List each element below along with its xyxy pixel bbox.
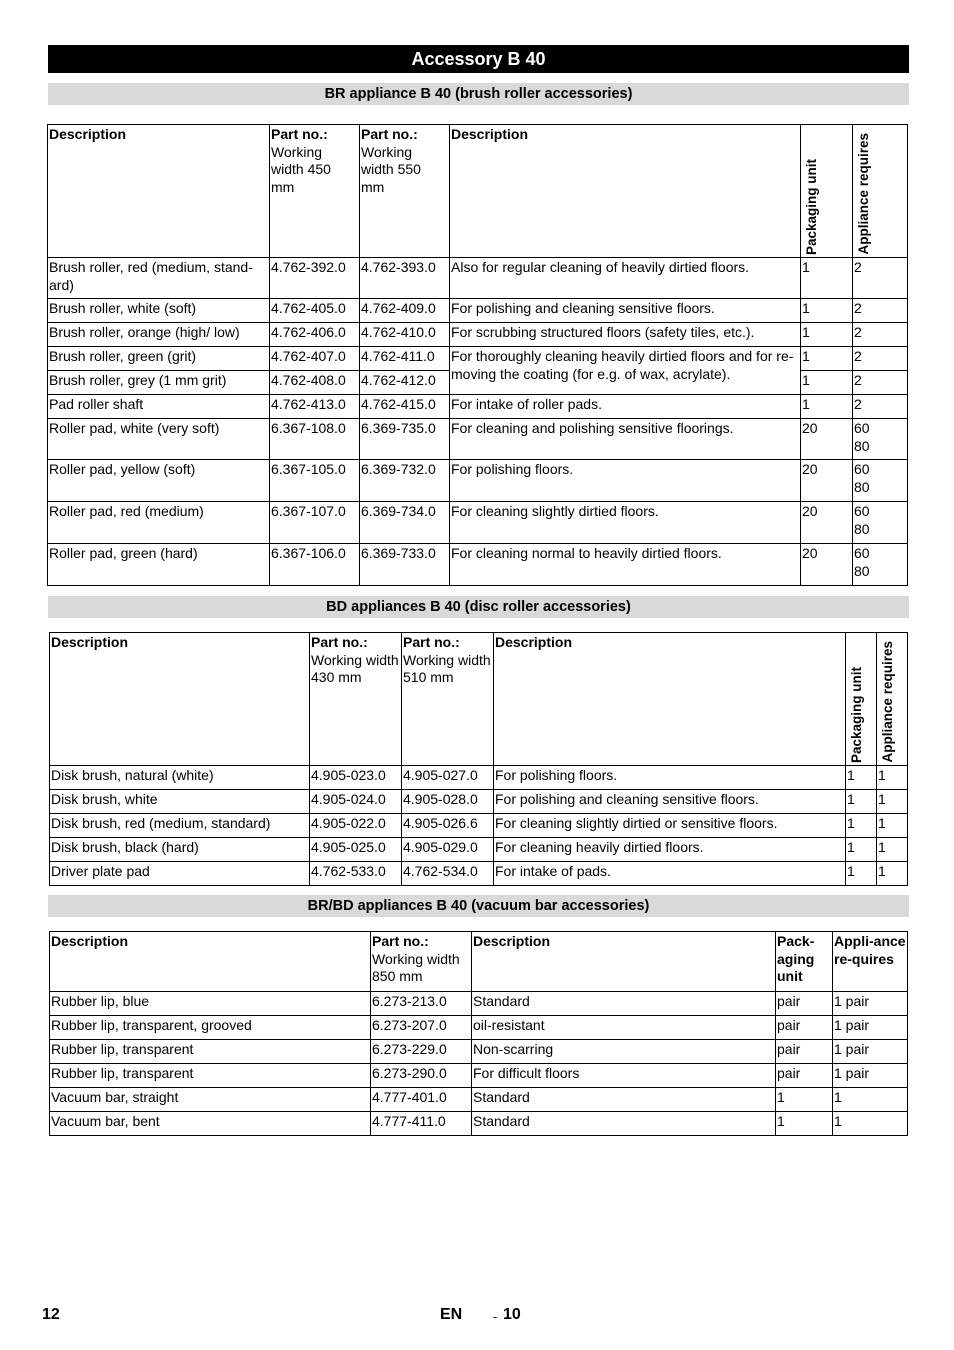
cell-part-no: 4.905-028.0 xyxy=(402,790,494,814)
cell-appliance-requires: 2 xyxy=(853,299,908,323)
table-row xyxy=(48,544,908,586)
page-number: 12 xyxy=(42,1306,60,1323)
cell-description: For polishing floors. xyxy=(494,766,846,790)
col-header-description-2: Description xyxy=(472,932,776,992)
cell-packaging-unit: pair xyxy=(776,1016,833,1040)
table-row xyxy=(50,814,908,838)
cell-appliance-requires: 60 80 xyxy=(853,544,908,586)
cell-appliance-requires: 1 pair xyxy=(833,992,908,1016)
cell-part-no: 4.762-405.0 xyxy=(270,299,360,323)
cell-appliance-requires: 1 xyxy=(877,814,908,838)
cell-part-no: 4.905-029.0 xyxy=(402,838,494,862)
table-row xyxy=(48,347,908,371)
section-title-disc-roller: BD appliances B 40 (disc roller accessories) xyxy=(48,596,909,618)
cell-description: Roller pad, white (very soft) xyxy=(48,419,270,460)
table-row xyxy=(48,323,908,347)
col-header-description-2: Description xyxy=(450,125,801,258)
cell-description: Brush roller, grey (1 mm grit) xyxy=(48,371,270,395)
cell-appliance-requires: 2 xyxy=(853,347,908,371)
cell-description: Disk brush, natural (white) xyxy=(50,766,310,790)
cell-part-no: 4.762-412.0 xyxy=(360,371,450,395)
cell-description: Driver plate pad xyxy=(50,862,310,886)
cell-part-no: 6.367-105.0 xyxy=(270,460,360,502)
disc-roller-table xyxy=(49,632,908,886)
col-header-part-no-850: Part no.: Working width 850 mm xyxy=(371,932,472,992)
cell-part-no: 4.777-411.0 xyxy=(371,1112,472,1136)
cell-packaging-unit: 20 xyxy=(801,502,853,544)
sub-page-number: 10 xyxy=(503,1306,521,1323)
cell-description: For polishing floors. xyxy=(450,460,801,502)
table-row xyxy=(48,258,908,299)
table-row xyxy=(50,790,908,814)
cell-description: For difficult floors xyxy=(472,1064,776,1088)
cell-appliance-requires: 2 xyxy=(853,395,908,419)
cell-description: Disk brush, white xyxy=(50,790,310,814)
col-header-part-no-550: Part no.: Working width 550 mm xyxy=(360,125,450,258)
table-row xyxy=(48,460,908,502)
cell-part-no: 4.762-534.0 xyxy=(402,862,494,886)
cell-packaging-unit: 1 xyxy=(801,347,853,371)
cell-description: For polishing and cleaning sensitive floors. xyxy=(494,790,846,814)
table-row xyxy=(50,838,908,862)
cell-part-no: 6.369-735.0 xyxy=(360,419,450,460)
col-header-packaging-unit: Packaging unit xyxy=(801,125,853,258)
col-header-description: Description xyxy=(50,932,371,992)
cell-packaging-unit: 20 xyxy=(801,419,853,460)
cell-packaging-unit: 1 xyxy=(776,1112,833,1136)
cell-part-no: 6.369-734.0 xyxy=(360,502,450,544)
cell-packaging-unit: pair xyxy=(776,1040,833,1064)
cell-packaging-unit: 1 xyxy=(846,862,877,886)
cell-appliance-requires: 1 pair xyxy=(833,1016,908,1040)
cell-packaging-unit: 20 xyxy=(801,544,853,586)
table-row xyxy=(50,1064,908,1088)
table-row xyxy=(50,1016,908,1040)
col-header-description: Description xyxy=(50,633,310,766)
cell-description: Roller pad, red (medium) xyxy=(48,502,270,544)
footer-separator: - xyxy=(493,1309,498,1324)
cell-part-no: 4.762-408.0 xyxy=(270,371,360,395)
table-row xyxy=(50,1112,908,1136)
cell-description: Vacuum bar, straight xyxy=(50,1088,371,1112)
table-header-row xyxy=(48,125,908,258)
cell-part-no: 4.762-533.0 xyxy=(310,862,402,886)
table-row xyxy=(48,502,908,544)
cell-part-no: 6.273-229.0 xyxy=(371,1040,472,1064)
cell-description: Non-scarring xyxy=(472,1040,776,1064)
cell-packaging-unit: 1 xyxy=(846,814,877,838)
cell-description: Rubber lip, transparent xyxy=(50,1064,371,1088)
cell-description: For cleaning and polishing sensitive floorings. xyxy=(450,419,801,460)
cell-part-no: 4.905-022.0 xyxy=(310,814,402,838)
cell-part-no: 4.762-409.0 xyxy=(360,299,450,323)
cell-packaging-unit: pair xyxy=(776,1064,833,1088)
col-header-part-no-510: Part no.: Working width 510 mm xyxy=(402,633,494,766)
cell-part-no: 4.762-406.0 xyxy=(270,323,360,347)
cell-description: Also for regular cleaning of heavily dirtied floors. xyxy=(450,258,801,299)
brush-roller-table xyxy=(47,124,908,586)
col-header-description: Description xyxy=(48,125,270,258)
cell-packaging-unit: 1 xyxy=(846,838,877,862)
cell-part-no: 4.905-027.0 xyxy=(402,766,494,790)
cell-description: For cleaning slightly dirtied floors. xyxy=(450,502,801,544)
cell-appliance-requires: 1 pair xyxy=(833,1064,908,1088)
cell-appliance-requires: 1 xyxy=(877,766,908,790)
cell-appliance-requires: 1 xyxy=(877,862,908,886)
cell-description: Brush roller, green (grit) xyxy=(48,347,270,371)
cell-description: Brush roller, orange (high/ low) xyxy=(48,323,270,347)
cell-part-no: 4.762-411.0 xyxy=(360,347,450,371)
cell-appliance-requires: 2 xyxy=(853,371,908,395)
cell-description: For polishing and cleaning sensitive floors. xyxy=(450,299,801,323)
cell-description: Brush roller, white (soft) xyxy=(48,299,270,323)
table-row xyxy=(50,862,908,886)
cell-packaging-unit: 1 xyxy=(801,371,853,395)
cell-part-no: 4.905-023.0 xyxy=(310,766,402,790)
cell-part-no: 6.367-107.0 xyxy=(270,502,360,544)
page-title: Accessory B 40 xyxy=(48,45,909,73)
cell-description: Disk brush, black (hard) xyxy=(50,838,310,862)
cell-part-no: 4.905-026.6 xyxy=(402,814,494,838)
col-header-appliance-requires: Appliance requires xyxy=(877,633,908,766)
cell-packaging-unit: pair xyxy=(776,992,833,1016)
section-title-brush-roller: BR appliance B 40 (brush roller accessories) xyxy=(48,83,909,105)
cell-description: Standard xyxy=(472,992,776,1016)
cell-packaging-unit: 1 xyxy=(801,299,853,323)
table-row xyxy=(48,299,908,323)
col-header-description-2: Description xyxy=(494,633,846,766)
cell-appliance-requires: 1 pair xyxy=(833,1040,908,1064)
cell-appliance-requires: 60 80 xyxy=(853,419,908,460)
cell-part-no: 4.762-407.0 xyxy=(270,347,360,371)
table-row xyxy=(50,992,908,1016)
table-row xyxy=(48,419,908,460)
cell-part-no: 4.762-410.0 xyxy=(360,323,450,347)
cell-part-no: 6.369-732.0 xyxy=(360,460,450,502)
vacuum-bar-table xyxy=(49,931,908,1136)
table-row xyxy=(50,766,908,790)
table-row xyxy=(50,1040,908,1064)
cell-part-no: 4.762-415.0 xyxy=(360,395,450,419)
cell-description: Vacuum bar, bent xyxy=(50,1112,371,1136)
col-header-packaging-unit: Pack-aging unit xyxy=(776,932,833,992)
cell-part-no: 4.905-024.0 xyxy=(310,790,402,814)
cell-appliance-requires: 60 80 xyxy=(853,460,908,502)
cell-description: Rubber lip, transparent, grooved xyxy=(50,1016,371,1040)
section-title-vacuum-bar: BR/BD appliances B 40 (vacuum bar accessories) xyxy=(48,895,909,917)
cell-description: Standard xyxy=(472,1112,776,1136)
col-header-part-no-430: Part no.: Working width 430 mm xyxy=(310,633,402,766)
cell-part-no: 6.273-213.0 xyxy=(371,992,472,1016)
col-header-appliance-requires: Appliance requires xyxy=(853,125,908,258)
cell-part-no: 6.369-733.0 xyxy=(360,544,450,586)
cell-description: Brush roller, red (medium, stand-ard) xyxy=(48,258,270,299)
col-header-packaging-unit: Packaging unit xyxy=(846,633,877,766)
cell-appliance-requires: 1 xyxy=(833,1088,908,1112)
cell-description: For intake of roller pads. xyxy=(450,395,801,419)
cell-part-no: 4.905-025.0 xyxy=(310,838,402,862)
cell-appliance-requires: 1 xyxy=(877,790,908,814)
cell-description: Rubber lip, transparent xyxy=(50,1040,371,1064)
table-row xyxy=(50,1088,908,1112)
cell-packaging-unit: 1 xyxy=(801,395,853,419)
cell-description: For scrubbing structured floors (safety tiles, etc.). xyxy=(450,323,801,347)
cell-description: Pad roller shaft xyxy=(48,395,270,419)
cell-part-no: 6.273-207.0 xyxy=(371,1016,472,1040)
cell-appliance-requires: 60 80 xyxy=(853,502,908,544)
cell-packaging-unit: 1 xyxy=(801,323,853,347)
cell-part-no: 4.762-413.0 xyxy=(270,395,360,419)
table-header-row xyxy=(50,932,908,992)
cell-packaging-unit: 1 xyxy=(776,1088,833,1112)
cell-packaging-unit: 1 xyxy=(801,258,853,299)
cell-appliance-requires: 1 xyxy=(833,1112,908,1136)
cell-description: Rubber lip, blue xyxy=(50,992,371,1016)
cell-description: For thoroughly cleaning heavily dirtied floors and for re-moving the coating (for e.g. of wax, acrylate). xyxy=(450,347,801,395)
cell-part-no: 6.367-106.0 xyxy=(270,544,360,586)
cell-appliance-requires: 2 xyxy=(853,323,908,347)
cell-part-no: 4.762-392.0 xyxy=(270,258,360,299)
table-header-row xyxy=(50,633,908,766)
cell-packaging-unit: 20 xyxy=(801,460,853,502)
cell-description: Roller pad, green (hard) xyxy=(48,544,270,586)
col-header-appliance-requires: Appli-ance re-quires xyxy=(833,932,908,992)
cell-part-no: 4.777-401.0 xyxy=(371,1088,472,1112)
cell-description: Disk brush, red (medium, standard) xyxy=(50,814,310,838)
cell-description: For cleaning normal to heavily dirtied floors. xyxy=(450,544,801,586)
cell-appliance-requires: 1 xyxy=(877,838,908,862)
cell-part-no: 6.273-290.0 xyxy=(371,1064,472,1088)
cell-description: Roller pad, yellow (soft) xyxy=(48,460,270,502)
cell-part-no: 4.762-393.0 xyxy=(360,258,450,299)
cell-packaging-unit: 1 xyxy=(846,766,877,790)
cell-description: For cleaning slightly dirtied or sensitive floors. xyxy=(494,814,846,838)
table-row xyxy=(48,395,908,419)
cell-packaging-unit: 1 xyxy=(846,790,877,814)
col-header-part-no-450: Part no.: Working width 450 mm xyxy=(270,125,360,258)
language-code: EN xyxy=(440,1306,463,1323)
cell-description: Standard xyxy=(472,1088,776,1112)
cell-appliance-requires: 2 xyxy=(853,258,908,299)
cell-part-no: 6.367-108.0 xyxy=(270,419,360,460)
cell-description: For cleaning heavily dirtied floors. xyxy=(494,838,846,862)
cell-description: oil-resistant xyxy=(472,1016,776,1040)
cell-description: For intake of pads. xyxy=(494,862,846,886)
